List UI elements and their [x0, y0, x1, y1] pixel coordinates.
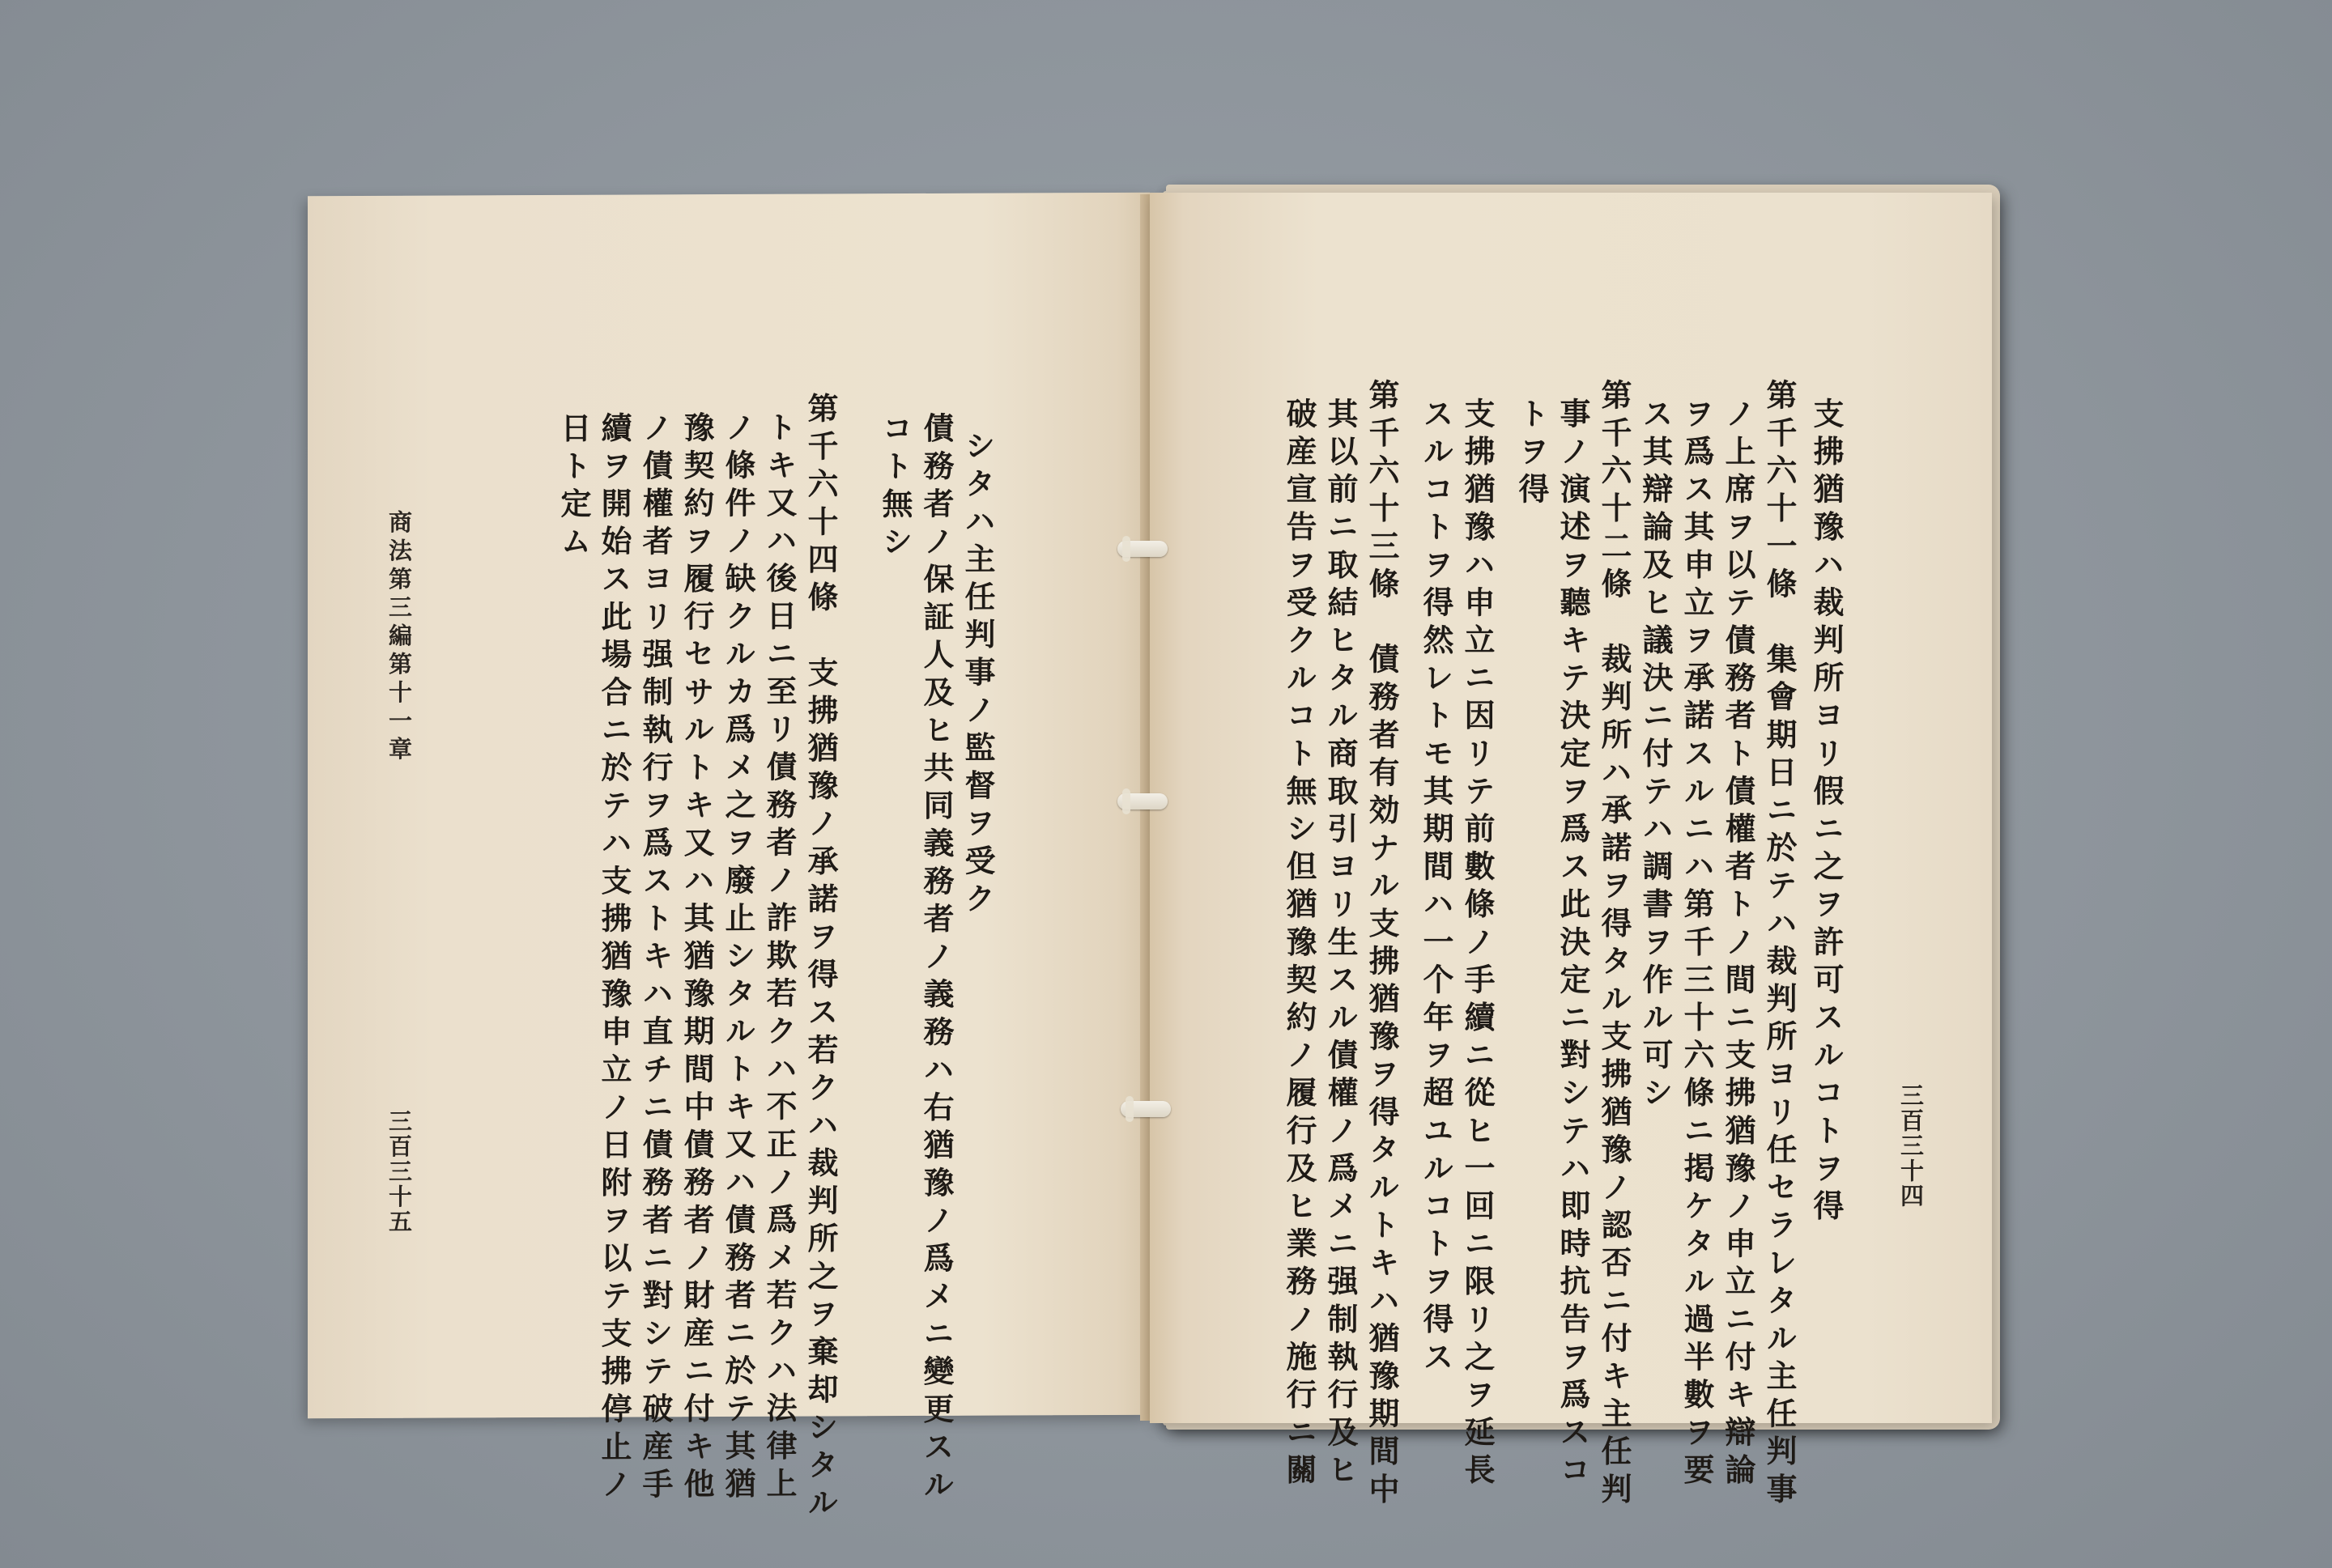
text-column: 債務者ノ保証人及ヒ共同義務者ノ義務ハ右猶豫ノ爲メニ變更スル — [918, 411, 955, 1506]
text-column: トヲ得 — [1513, 397, 1550, 511]
article-heading-1062: 第千六十二條 裁判所ハ承諾ヲ得タル支拂猶豫ノ認否ニ付キ主任判 — [1596, 379, 1632, 1511]
text-column: 其以前ニ取結ヒタル商取引ヨリ生スル債權ノ爲メニ强制執行及ヒ — [1322, 397, 1359, 1492]
binding-thread — [1117, 793, 1168, 809]
text-column: 續ヲ開始ス此場合ニ於テハ支拂猶豫申立ノ日附ヲ以テ支拂停止ノ — [596, 411, 632, 1506]
text-column: スルコトヲ得然レトモ其期間ハ一个年ヲ超ユルコトヲ得ス — [1418, 397, 1454, 1379]
article-heading-1064: 第千六十四條 支拂猶豫ノ承諾ヲ得ス若クハ裁判所之ヲ棄却シタル — [802, 392, 839, 1524]
text-column: 支拂猶豫ハ申立ニ因リテ前數條ノ手續ニ從ヒ一回ニ限リ之ヲ延長 — [1459, 397, 1496, 1492]
binding-thread — [1121, 1101, 1171, 1117]
text-column: コト無シ — [877, 412, 913, 563]
text-column: 日ト定ム — [555, 411, 592, 563]
left-page — [308, 193, 1150, 1524]
text-column: シタハ主任判事ノ監督ヲ受ク — [960, 429, 996, 920]
page-number: 三百三十五 — [385, 1108, 413, 1234]
text-column: ヲ爲ス其申立ヲ承諾スルニハ第千三十六條ニ掲ケタル過半數ヲ要 — [1679, 397, 1715, 1492]
article-heading-1063: 第千六十三條 債務者有効ナル支拂猶豫ヲ得タルトキハ猶豫期間中 — [1364, 379, 1400, 1511]
right-page — [1150, 193, 1992, 1511]
text-column: ノ債權者ヨリ强制執行ヲ爲ストキハ直チニ債務者ニ對シテ破産手 — [637, 411, 674, 1506]
text-column: 事ノ演述ヲ聽キテ決定ヲ爲ス此決定ニ對シテハ即時抗告ヲ爲スコ — [1555, 397, 1591, 1492]
text-column: ス其辯論及ヒ議決ニ付テハ調書ヲ作ル可シ — [1637, 397, 1674, 1115]
text-column: ノ上席ヲ以テ債務者ト債權者トノ間ニ支拂猶豫ノ申立ニ付キ辯論 — [1720, 397, 1756, 1492]
text-column: ノ條件ノ缺クルカ爲メ之ヲ廢止シタルトキ又ハ債務者ニ於テ其猶 — [720, 410, 756, 1506]
page-number: 三百三十四 — [1897, 1083, 1925, 1209]
running-header: 商法第三編第十一章 — [385, 509, 413, 765]
text-column: 豫契約ヲ履行セサルトキ又ハ其猶豫期間中債務者ノ財産ニ付キ他 — [679, 411, 715, 1506]
text-column: 破産宣告ヲ受クルコト無シ但猶豫契約ノ履行及ヒ業務ノ施行ニ關 — [1281, 397, 1317, 1492]
text-column: トキ又ハ後日ニ至リ債務者ノ詐欺若クハ不正ノ爲メ若クハ法律上 — [761, 410, 798, 1506]
article-heading-1061: 第千六十一條 集會期日ニ於テハ裁判所ヨリ任セラレタル主任判事 — [1761, 379, 1798, 1511]
text-column: 支拂猶豫ハ裁判所ヨリ假ニ之ヲ許可スルコトヲ得 — [1808, 397, 1845, 1228]
binding-thread — [1117, 541, 1168, 557]
